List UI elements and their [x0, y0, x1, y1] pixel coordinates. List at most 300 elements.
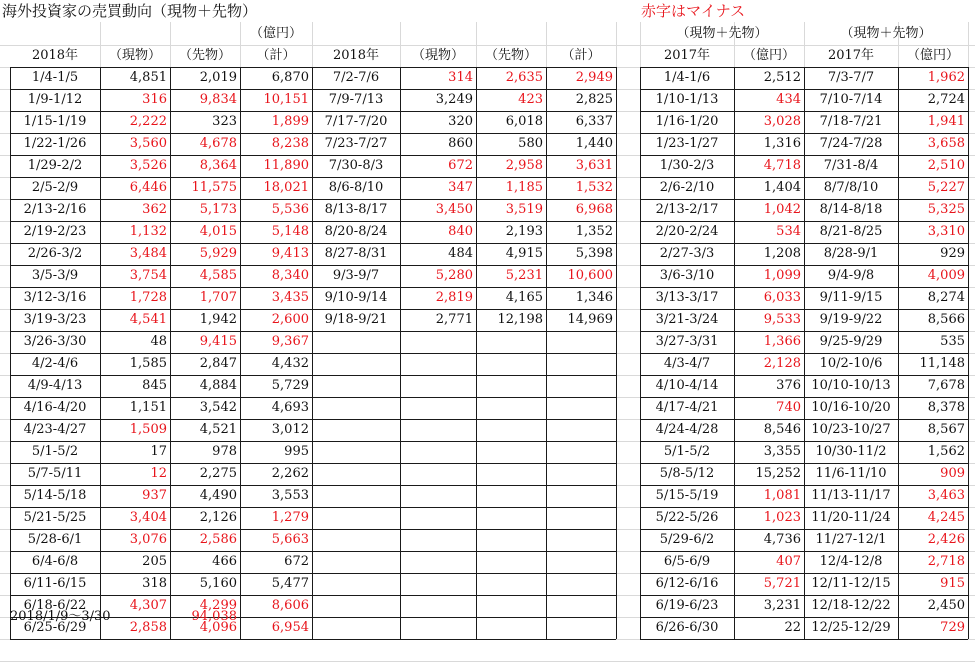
week-cell: 5/21-5/25	[23, 510, 87, 525]
total-value-cell: 3,355	[763, 444, 801, 459]
total-value-cell: 2,718	[927, 554, 965, 569]
futures-value-cell: 2,958	[505, 158, 543, 173]
row-border	[640, 639, 968, 640]
row-border	[312, 221, 616, 222]
total-value-cell: 995	[284, 444, 309, 459]
column-border	[400, 67, 401, 639]
row-border	[312, 375, 616, 376]
row-border	[10, 133, 312, 134]
spot-value-cell: 12	[150, 466, 167, 481]
column-border	[312, 67, 313, 639]
total-value-cell: 3,012	[271, 422, 309, 437]
total-value-cell: 2,600	[271, 312, 309, 327]
row-border	[312, 177, 616, 178]
week-cell: 10/10-10/13	[811, 378, 891, 393]
row-border	[10, 221, 312, 222]
week-cell: 10/2-10/6	[819, 356, 883, 371]
week-cell: 3/12-3/16	[23, 290, 87, 305]
row-border	[312, 617, 616, 618]
week-cell: 8/27-8/31	[324, 246, 388, 261]
week-cell: 11/13-11/17	[811, 488, 891, 503]
week-cell: 10/23-10/27	[811, 422, 891, 437]
column-header-2018: 2018年	[332, 48, 380, 63]
row-border	[10, 265, 312, 266]
futures-value-cell: 2,275	[199, 466, 237, 481]
column-border	[10, 67, 11, 639]
total-value-cell: 5,663	[271, 532, 309, 547]
total-value-cell: 8,378	[927, 400, 965, 415]
week-cell: 4/9-4/13	[27, 378, 83, 393]
total-value-cell: 1,352	[575, 224, 613, 239]
total-value-cell: 929	[940, 246, 965, 261]
row-border	[312, 243, 616, 244]
total-value-cell: 15,252	[755, 466, 801, 481]
futures-value-cell: 4,096	[199, 620, 237, 635]
week-cell: 7/24-7/28	[819, 136, 883, 151]
total-value-cell: 1,962	[927, 70, 965, 85]
week-cell: 8/7/8/10	[823, 180, 879, 195]
total-value-cell: 9,367	[271, 334, 309, 349]
spot-value-cell: 3,484	[129, 246, 167, 261]
week-cell: 6/25-6/29	[23, 620, 87, 635]
futures-value-cell: 323	[212, 114, 237, 129]
week-cell: 2/27-3/3	[659, 246, 715, 261]
futures-value-cell: 2,635	[505, 70, 543, 85]
row-border	[10, 551, 312, 552]
futures-value-cell: 2,847	[199, 356, 237, 371]
row-border	[312, 331, 616, 332]
column-header-2018: （計）	[256, 48, 296, 63]
total-value-cell: 5,477	[271, 576, 309, 591]
week-cell: 10/16-10/20	[811, 400, 891, 415]
total-value-cell: 729	[940, 620, 965, 635]
week-cell: 12/11-12/15	[811, 576, 891, 591]
total-value-cell: 8,566	[927, 312, 965, 327]
week-cell: 1/16-1/20	[655, 114, 719, 129]
week-cell: 7/3-7/7	[827, 70, 875, 85]
futures-value-cell: 8,364	[199, 158, 237, 173]
week-cell: 9/11-9/15	[819, 290, 883, 305]
column-border	[616, 67, 617, 639]
week-cell: 4/10-4/14	[655, 378, 719, 393]
row-border	[312, 89, 616, 90]
total-value-cell: 4,245	[927, 510, 965, 525]
total-value-cell: 7,678	[927, 378, 965, 393]
column-border	[640, 67, 641, 639]
row-border	[312, 441, 616, 442]
group-header-2017: （現物＋先物）	[676, 26, 768, 41]
column-header-2018: （計）	[561, 48, 601, 63]
week-cell: 8/20-8/24	[324, 224, 388, 239]
spot-value-cell: 1,728	[129, 290, 167, 305]
week-cell: 3/5-3/9	[31, 268, 79, 283]
row-border	[312, 551, 616, 552]
week-cell: 2/26-3/2	[27, 246, 83, 261]
week-cell: 1/4-1/5	[31, 70, 79, 85]
futures-value-cell: 4,884	[199, 378, 237, 393]
total-value-cell: 1,404	[763, 180, 801, 195]
total-value-cell: 3,231	[763, 598, 801, 613]
week-cell: 6/4-6/8	[31, 554, 79, 569]
total-value-cell: 6,870	[271, 70, 309, 85]
row-border	[10, 331, 312, 332]
spot-value-cell: 4,307	[129, 598, 167, 613]
column-border	[734, 67, 735, 639]
spot-value-cell: 4,541	[129, 312, 167, 327]
spot-value-cell: 1,151	[129, 400, 167, 415]
spot-value-cell: 3,560	[129, 136, 167, 151]
week-cell: 3/27-3/31	[655, 334, 719, 349]
week-cell: 7/23-7/27	[324, 136, 388, 151]
total-value-cell: 4,432	[271, 356, 309, 371]
total-value-cell: 1,440	[575, 136, 613, 151]
week-cell: 8/21-8/25	[819, 224, 883, 239]
row-border	[312, 529, 616, 530]
spot-value-cell: 48	[150, 334, 167, 349]
week-cell: 6/26-6/30	[655, 620, 719, 635]
week-cell: 2/13-2/16	[23, 202, 87, 217]
futures-value-cell: 11,575	[191, 180, 237, 195]
futures-value-cell: 5,173	[199, 202, 237, 217]
total-value-cell: 10,600	[567, 268, 613, 283]
spot-value-cell: 3,754	[129, 268, 167, 283]
row-border	[10, 375, 312, 376]
week-cell: 6/19-6/23	[655, 598, 719, 613]
row-border	[312, 199, 616, 200]
week-cell: 2/19-2/23	[23, 224, 87, 239]
total-value-cell: 3,310	[927, 224, 965, 239]
week-cell: 9/25-9/29	[819, 334, 883, 349]
week-cell: 12/25-12/29	[811, 620, 891, 635]
total-value-cell: 3,658	[927, 136, 965, 151]
week-cell: 1/4-1/6	[663, 70, 711, 85]
futures-value-cell: 4,585	[199, 268, 237, 283]
total-value-cell: 6,954	[271, 620, 309, 635]
futures-value-cell: 4,165	[505, 290, 543, 305]
week-cell: 1/9-1/12	[27, 92, 83, 107]
spot-value-cell: 3,450	[435, 202, 473, 217]
total-value-cell: 2,724	[927, 92, 965, 107]
total-value-cell: 5,227	[927, 180, 965, 195]
spot-value-cell: 2,819	[435, 290, 473, 305]
column-border	[240, 67, 241, 639]
group-header-2017: （現物＋先物）	[840, 26, 932, 41]
column-border	[170, 67, 171, 639]
row-border	[312, 595, 616, 596]
futures-value-cell: 423	[518, 92, 543, 107]
week-cell: 11/20-11/24	[811, 510, 891, 525]
total-value-cell: 3,028	[763, 114, 801, 129]
column-header-2017: （億円）	[906, 48, 959, 63]
futures-value-cell: 580	[518, 136, 543, 151]
total-value-cell: 535	[940, 334, 965, 349]
column-header-2018: （先物）	[178, 48, 231, 63]
spot-value-cell: 314	[448, 70, 473, 85]
spot-value-cell: 4,851	[129, 70, 167, 85]
week-cell: 1/15-1/19	[23, 114, 87, 129]
week-cell: 7/2-7/6	[332, 70, 380, 85]
total-value-cell: 6,968	[575, 202, 613, 217]
row-border	[312, 155, 616, 156]
week-cell: 4/23-4/27	[23, 422, 87, 437]
spot-value-cell: 3,404	[129, 510, 167, 525]
total-value-cell: 1,081	[763, 488, 801, 503]
week-cell: 6/11-6/15	[23, 576, 87, 591]
row-border	[312, 265, 616, 266]
total-value-cell: 18,021	[263, 180, 309, 195]
total-value-cell: 2,426	[927, 532, 965, 547]
total-value-cell: 8,546	[763, 422, 801, 437]
total-value-cell: 2,949	[575, 70, 613, 85]
futures-value-cell: 4,299	[199, 598, 237, 613]
spot-value-cell: 937	[142, 488, 167, 503]
row-border	[312, 111, 616, 112]
column-header-2018: （現物）	[411, 48, 464, 63]
spot-value-cell: 320	[448, 114, 473, 129]
futures-value-cell: 1,707	[199, 290, 237, 305]
row-border	[312, 485, 616, 486]
total-value-cell: 4,736	[763, 532, 801, 547]
row-border	[10, 111, 312, 112]
week-cell: 3/26-3/30	[23, 334, 87, 349]
total-value-cell: 1,316	[763, 136, 801, 151]
week-cell: 5/15-5/19	[655, 488, 719, 503]
week-cell: 9/19-9/22	[819, 312, 883, 327]
futures-value-cell: 4,490	[199, 488, 237, 503]
row-border	[10, 485, 312, 486]
row-border	[312, 353, 616, 354]
row-border	[10, 397, 312, 398]
week-cell: 8/13-8/17	[324, 202, 388, 217]
futures-value-cell: 4,678	[199, 136, 237, 151]
futures-value-cell: 1,942	[199, 312, 237, 327]
week-cell: 2/6-2/10	[659, 180, 715, 195]
futures-value-cell: 2,019	[199, 70, 237, 85]
week-cell: 9/18-9/21	[324, 312, 388, 327]
row-border	[10, 573, 312, 574]
row-border	[10, 177, 312, 178]
total-value-cell: 1,346	[575, 290, 613, 305]
spot-value-cell: 672	[448, 158, 473, 173]
week-cell: 9/10-9/14	[324, 290, 388, 305]
futures-value-cell: 3,542	[199, 400, 237, 415]
week-cell: 5/28-6/1	[27, 532, 83, 547]
week-cell: 1/22-1/26	[23, 136, 87, 151]
row-border	[10, 199, 312, 200]
total-value-cell: 6,337	[575, 114, 613, 129]
total-value-cell: 22	[784, 620, 801, 635]
row-border	[312, 573, 616, 574]
table-2018-bottom-border	[312, 639, 616, 640]
week-cell: 7/18-7/21	[819, 114, 883, 129]
total-value-cell: 4,718	[763, 158, 801, 173]
week-cell: 6/5-6/9	[663, 554, 711, 569]
week-cell: 4/3-4/7	[663, 356, 711, 371]
row-border	[10, 419, 312, 420]
week-cell: 5/29-6/2	[659, 532, 715, 547]
column-border	[100, 67, 101, 639]
week-cell: 4/16-4/20	[23, 400, 87, 415]
spot-value-cell: 1,509	[129, 422, 167, 437]
total-value-cell: 8,567	[927, 422, 965, 437]
total-value-cell: 3,631	[575, 158, 613, 173]
total-value-cell: 14,969	[567, 312, 613, 327]
futures-value-cell: 9,834	[199, 92, 237, 107]
total-value-cell: 2,510	[927, 158, 965, 173]
row-border	[312, 133, 616, 134]
week-cell: 12/18-12/22	[811, 598, 891, 613]
column-header-2018: （先物）	[484, 48, 537, 63]
total-value-cell: 11,148	[919, 356, 965, 371]
futures-value-cell: 5,231	[505, 268, 543, 283]
week-cell: 6/12-6/16	[655, 576, 719, 591]
futures-value-cell: 1,185	[505, 180, 543, 195]
total-value-cell: 1,208	[763, 246, 801, 261]
total-value-cell: 9,533	[763, 312, 801, 327]
total-value-cell: 1,899	[271, 114, 309, 129]
week-cell: 9/4-9/8	[827, 268, 875, 283]
row-border	[10, 353, 312, 354]
futures-value-cell: 9,415	[199, 334, 237, 349]
spot-value-cell: 2,771	[435, 312, 473, 327]
week-cell: 10/30-11/2	[815, 444, 887, 459]
total-value-cell: 3,553	[271, 488, 309, 503]
week-cell: 1/30-2/3	[659, 158, 715, 173]
total-value-cell: 8,606	[271, 598, 309, 613]
row-border	[10, 89, 312, 90]
column-border	[804, 67, 805, 639]
week-cell: 3/6-3/10	[659, 268, 715, 283]
spot-value-cell: 17	[150, 444, 167, 459]
spot-value-cell: 2,222	[129, 114, 167, 129]
futures-value-cell: 2,193	[505, 224, 543, 239]
week-cell: 3/21-3/24	[655, 312, 719, 327]
week-cell: 8/28-9/1	[823, 246, 879, 261]
week-cell: 2/5-2/9	[31, 180, 79, 195]
total-value-cell: 4,693	[271, 400, 309, 415]
row-border	[312, 397, 616, 398]
futures-value-cell: 4,015	[199, 224, 237, 239]
spot-value-cell: 3,526	[129, 158, 167, 173]
column-header-2017: 2017年	[663, 48, 711, 63]
row-border	[10, 463, 312, 464]
row-border	[312, 419, 616, 420]
total-value-cell: 5,148	[271, 224, 309, 239]
week-cell: 7/10-7/14	[819, 92, 883, 107]
column-border	[898, 67, 899, 639]
row-border	[312, 463, 616, 464]
total-value-cell: 915	[940, 576, 965, 591]
week-cell: 4/17-4/21	[655, 400, 719, 415]
column-border	[546, 67, 547, 639]
spot-value-cell: 845	[142, 378, 167, 393]
row-border	[312, 507, 616, 508]
futures-value-cell: 6,018	[505, 114, 543, 129]
spot-value-cell: 347	[448, 180, 473, 195]
total-value-cell: 2,262	[271, 466, 309, 481]
row-border	[10, 507, 312, 508]
summary-total-value: 94,038	[191, 609, 237, 624]
spot-value-cell: 3,249	[435, 92, 473, 107]
total-value-cell: 8,274	[927, 290, 965, 305]
week-cell: 5/1-5/2	[31, 444, 79, 459]
total-value-cell: 5,536	[271, 202, 309, 217]
futures-value-cell: 3,519	[505, 202, 543, 217]
week-cell: 9/3-9/7	[332, 268, 380, 283]
summary-period-label: 2018/1/9～3/30	[10, 609, 111, 624]
total-value-cell: 9,413	[271, 246, 309, 261]
spot-value-cell: 205	[142, 554, 167, 569]
spot-value-cell: 362	[142, 202, 167, 217]
row-border	[10, 529, 312, 530]
total-value-cell: 8,238	[271, 136, 309, 151]
week-cell: 5/8-5/12	[659, 466, 715, 481]
week-cell: 5/14-5/18	[23, 488, 87, 503]
column-header-2017: （億円）	[742, 48, 795, 63]
row-border	[10, 287, 312, 288]
sheet-title: 海外投資家の売買動向（現物＋先物）	[2, 2, 258, 20]
total-value-cell: 1,042	[763, 202, 801, 217]
futures-value-cell: 5,929	[199, 246, 237, 261]
week-cell: 1/10-1/13	[655, 92, 719, 107]
total-value-cell: 3,435	[271, 290, 309, 305]
row-border	[10, 155, 312, 156]
week-cell: 4/24-4/28	[655, 422, 719, 437]
total-value-cell: 1,562	[927, 444, 965, 459]
futures-value-cell: 466	[212, 554, 237, 569]
total-value-cell: 534	[776, 224, 801, 239]
total-value-cell: 5,721	[763, 576, 801, 591]
total-value-cell: 2,128	[763, 356, 801, 371]
spot-value-cell: 318	[142, 576, 167, 591]
row-border	[10, 309, 312, 310]
total-value-cell: 434	[776, 92, 801, 107]
total-value-cell: 5,729	[271, 378, 309, 393]
total-value-cell: 8,340	[271, 268, 309, 283]
total-value-cell: 2,450	[927, 598, 965, 613]
week-cell: 3/13-3/17	[655, 290, 719, 305]
total-value-cell: 672	[284, 554, 309, 569]
week-cell: 7/31-8/4	[823, 158, 879, 173]
week-cell: 1/29-2/2	[27, 158, 83, 173]
total-value-cell: 1,023	[763, 510, 801, 525]
total-value-cell: 376	[776, 378, 801, 393]
row-border	[312, 309, 616, 310]
row-border	[312, 287, 616, 288]
total-value-cell: 5,325	[927, 202, 965, 217]
total-value-cell: 4,009	[927, 268, 965, 283]
total-value-cell: 407	[776, 554, 801, 569]
total-value-cell: 740	[776, 400, 801, 415]
row-border	[10, 243, 312, 244]
column-header-2018: （現物）	[108, 48, 161, 63]
futures-value-cell: 2,586	[199, 532, 237, 547]
total-value-cell: 2,512	[763, 70, 801, 85]
spot-value-cell: 3,076	[129, 532, 167, 547]
total-value-cell: 2,825	[575, 92, 613, 107]
week-cell: 2/13-2/17	[655, 202, 719, 217]
spot-value-cell: 1,585	[129, 356, 167, 371]
total-value-cell: 1,532	[575, 180, 613, 195]
total-value-cell: 5,398	[575, 246, 613, 261]
week-cell: 7/17-7/20	[324, 114, 388, 129]
futures-value-cell: 978	[212, 444, 237, 459]
week-cell: 12/4-12/8	[819, 554, 883, 569]
total-value-cell: 1,099	[763, 268, 801, 283]
futures-value-cell: 12,198	[497, 312, 543, 327]
week-cell: 8/14-8/18	[819, 202, 883, 217]
week-cell: 5/22-5/26	[655, 510, 719, 525]
